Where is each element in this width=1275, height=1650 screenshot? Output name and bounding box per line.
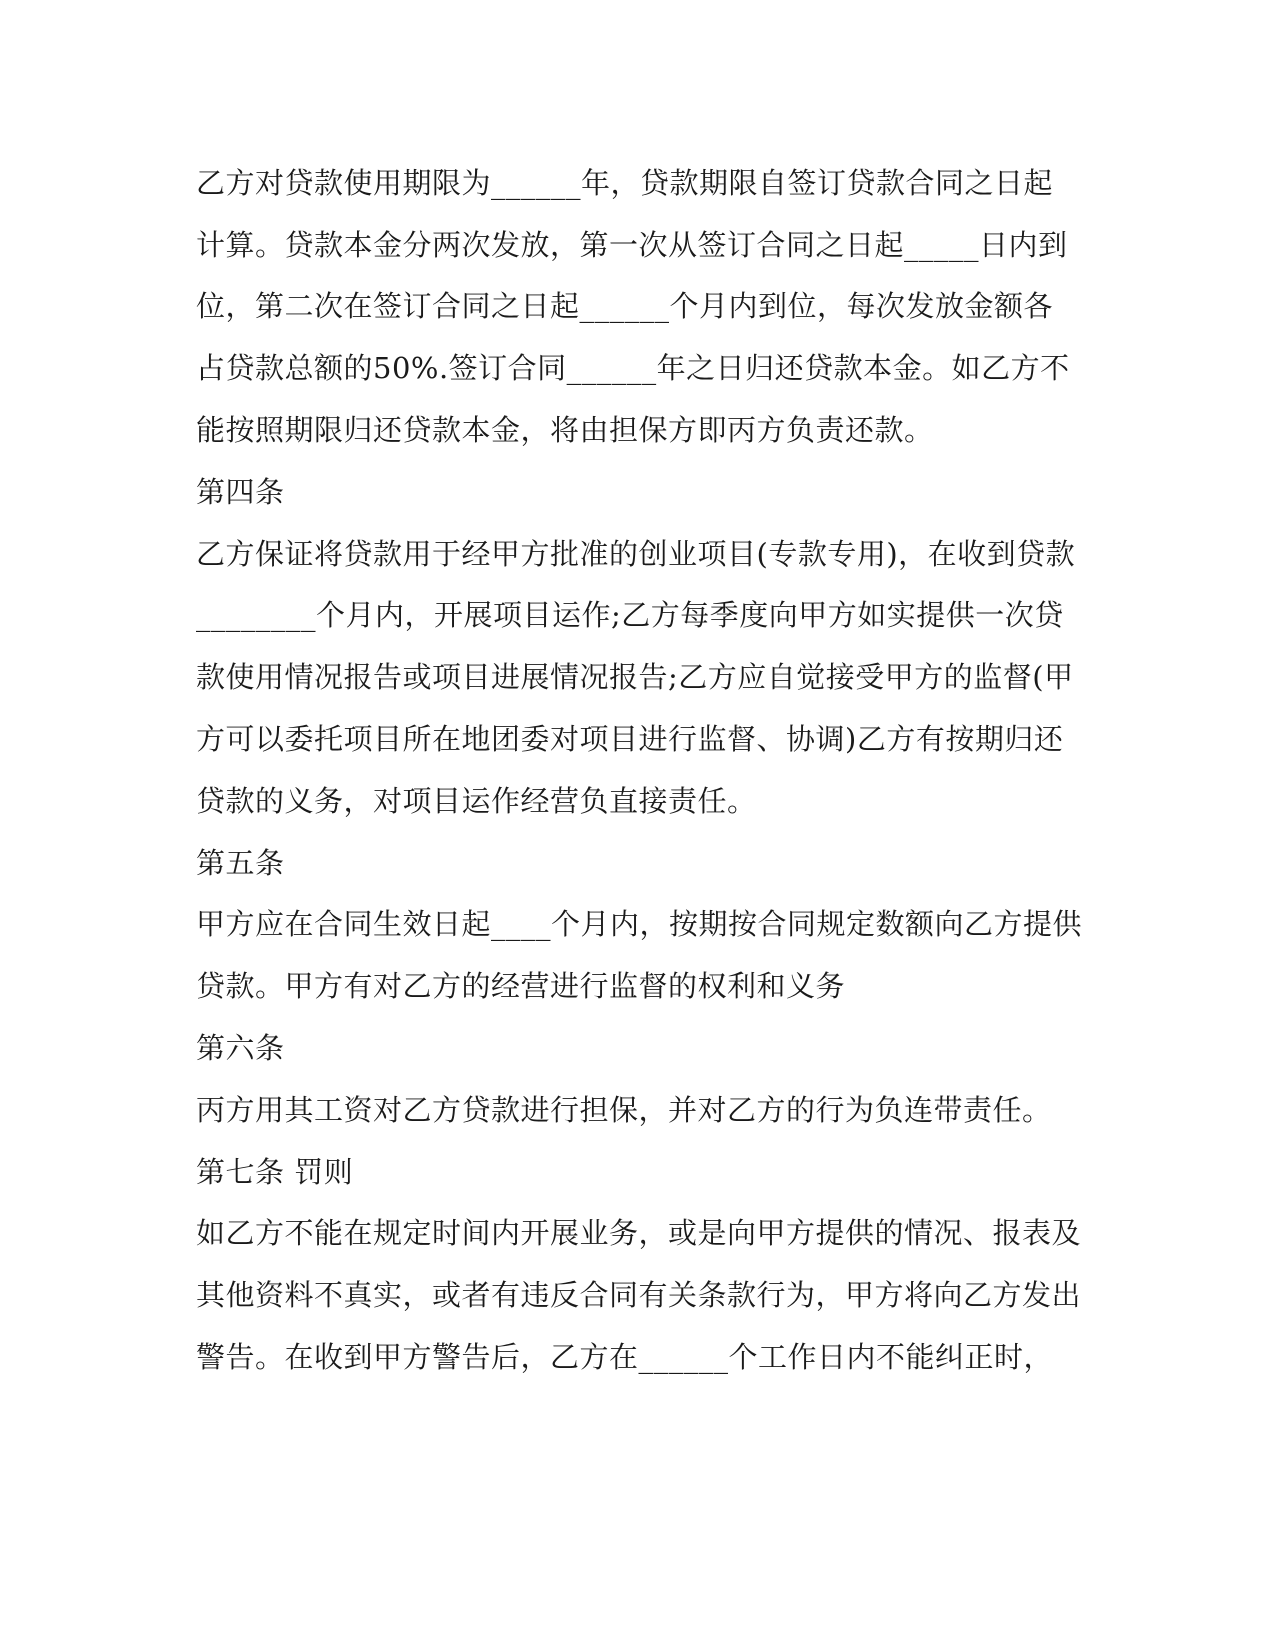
body-text-line: 方可以委托项目所在地团委对项目进行监督、协调)乙方有按期归还 bbox=[196, 722, 1064, 756]
body-text-line: 警告。在收到甲方警告后，乙方在______个工作日内不能纠正时， bbox=[196, 1340, 1054, 1374]
body-text-line: 款使用情况报告或项目进展情况报告;乙方应自觉接受甲方的监督(甲 bbox=[196, 660, 1074, 694]
body-text-line: ________个月内，开展项目运作;乙方每季度向甲方如实提供一次贷 bbox=[196, 598, 1064, 632]
body-text-line: 贷款。甲方有对乙方的经营进行监督的权利和义务 bbox=[196, 969, 846, 1003]
body-text-line: 甲方应在合同生效日起____个月内，按期按合同规定数额向乙方提供 bbox=[196, 907, 1083, 941]
body-text-line: 贷款的义务，对项目运作经营负直接责任。 bbox=[196, 784, 757, 818]
body-text-line: 计算。贷款本金分两次发放，第一次从签订合同之日起_____日内到 bbox=[196, 228, 1068, 262]
article-heading: 第四条 bbox=[196, 475, 285, 509]
body-text-line: 位，第二次在签订合同之日起______个月内到位，每次发放金额各 bbox=[196, 289, 1054, 323]
body-text-line: 能按照期限归还贷款本金，将由担保方即丙方负责还款。 bbox=[196, 413, 934, 447]
body-text-line: 如乙方不能在规定时间内开展业务，或是向甲方提供的情况、报表及 bbox=[196, 1216, 1082, 1250]
body-text-line: 丙方用其工资对乙方贷款进行担保，并对乙方的行为负连带责任。 bbox=[196, 1093, 1052, 1127]
body-text-line: 乙方保证将贷款用于经甲方批准的创业项目(专款专用)，在收到贷款 bbox=[196, 537, 1076, 571]
article-heading: 第六条 bbox=[196, 1031, 285, 1065]
body-text-line: 乙方对贷款使用期限为______年，贷款期限自签订贷款合同之日起 bbox=[196, 166, 1054, 200]
article-heading: 第七条 罚则 bbox=[196, 1155, 354, 1189]
body-text-line: 其他资料不真实，或者有违反合同有关条款行为，甲方将向乙方发出 bbox=[196, 1278, 1082, 1312]
article-heading: 第五条 bbox=[196, 846, 285, 880]
body-text-line: 占贷款总额的50%.签订合同______年之日归还贷款本金。如乙方不 bbox=[196, 351, 1070, 385]
